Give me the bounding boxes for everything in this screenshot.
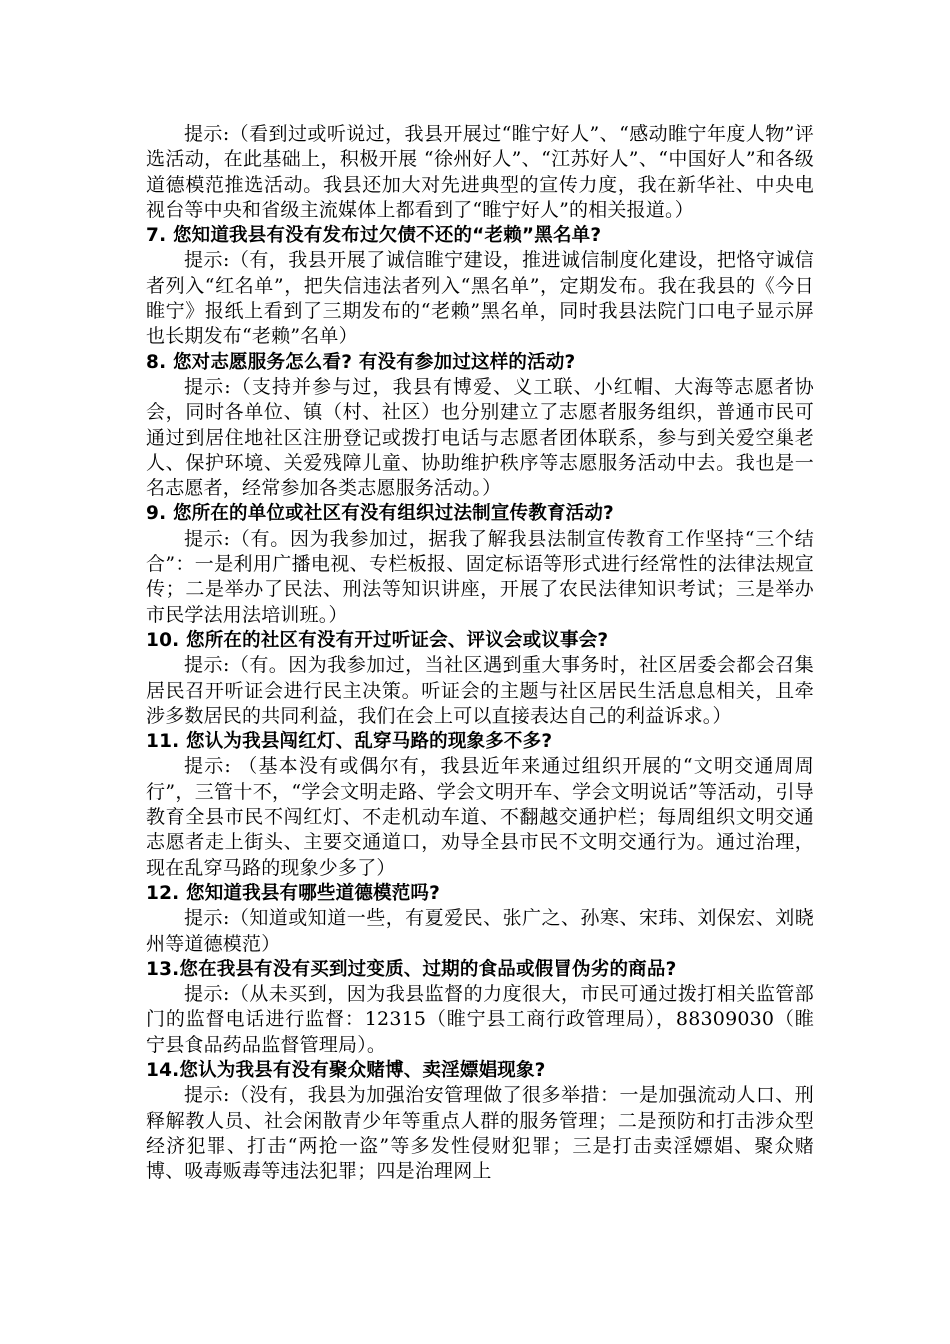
hint-paragraph: 提示:（有。因为我参加过，据我了解我县法制宣传教育工作坚持“三个结合”：一是利用广播电视、专栏板报、固定标语等形式进行经常性的法律法规宣传；二是举办了民法、刑法等知识讲座，开展了农民法律知识考试；三是举办市民学法用法培训班。）	[146, 527, 814, 626]
hint-paragraph: 提示:（有，我县开展了诚信睢宁建设，推进诚信制度化建设，把恪守诚信者列入“红名单”，把失信违法者列入“黑名单”，定期发布。我在我县的《今日睢宁》报纸上看到了三期发布的“老赖”黑名单，同时我县法院门口电子显示屏也长期发布“老赖”名单）	[146, 249, 814, 348]
hint-paragraph: 提示:（有。因为我参加过，当社区遇到重大事务时，社区居委会都会召集居民召开听证会进行民主决策。听证会的主题与社区居民生活息息相关，且牵涉多数居民的共同利益，我们在会上可以直接表达自己的利益诉求。）	[146, 654, 814, 727]
hint-paragraph: 提示:（从未买到，因为我县监督的力度很大，市民可通过拨打相关监管部门的监督电话进行监督：12315（睢宁县工商行政管理局），88309030（睢宁县食品药品监督管理局）。	[146, 983, 814, 1056]
question-heading: 10. 您所在的社区有没有开过听证会、评议会或议事会?	[146, 629, 609, 651]
hint-paragraph: 提示:（没有，我县为加强治安管理做了很多举措：一是加强流动人口、刑释解教人员、社会闲散青少年等重点人群的服务管理；二是预防和打击涉众型经济犯罪、打击“两抢一盗”等多发性侵财犯罪；三是打击卖淫嫖娼、聚众赌博、吸毒贩毒等违法犯罪；四是治理网上	[146, 1084, 814, 1183]
document-page	[146, 122, 814, 1184]
hint-paragraph: 提示: （基本没有或偶尔有，我县近年来通过组织开展的“文明交通周周行”，三管十不，“学会文明走路、学会文明开车、学会文明说话”等活动，引导教育全县市民不闯红灯、不走机动车道、不翻越交通护栏；每周组织文明交通志愿者走上街头、主要交通道口，劝导全县市民不文明交通行为。通过治理，现在乱穿马路的现象少多了）	[146, 755, 814, 879]
question-heading: 7. 您知道我县有没有发布过欠债不还的“老赖”黑名单?	[146, 225, 602, 247]
question-heading: 12. 您知道我县有哪些道德模范吗?	[146, 882, 441, 904]
question-heading: 8. 您对志愿服务怎么看? 有没有参加过这样的活动?	[146, 351, 576, 373]
question-heading: 9. 您所在的单位或社区有没有组织过法制宣传教育活动?	[146, 503, 614, 525]
hint-paragraph: 提示:（知道或知道一些，有夏爱民、张广之、孙寒、宋玮、刘保宏、刘晓州等道德模范）	[146, 907, 814, 955]
hint-paragraph: 提示:（看到过或听说过，我县开展过“睢宁好人”、“感动睢宁年度人物”评选活动，在此基础上，积极开展 “徐州好人”、“江苏好人”、“中国好人”和各级道德模范推选活动。我县还加大对先进典型的宣传力度，我在新华社、中央电视台等中央和省级主流媒体上都看到了“睢宁好人”的相关报道。）	[146, 123, 814, 221]
question-heading: 14.您认为我县有没有聚众赌博、卖淫嫖娼现象?	[146, 1059, 546, 1081]
hint-paragraph: 提示:（支持并参与过，我县有博爱、义工联、小红帽、大海等志愿者协会，同时各单位、镇（村、社区）也分别建立了志愿者服务组织，普通市民可通过到居住地社区注册登记或拨打电话与志愿者团体联系，参与到关爱空巢老人、保护环境、关爱残障儿童、协助维护秩序等志愿服务活动中去。我也是一名志愿者，经常参加各类志愿服务活动。）	[146, 375, 814, 500]
question-heading: 11. 您认为我县闯红灯、乱穿马路的现象多不多?	[146, 731, 553, 753]
question-heading: 13.您在我县有没有买到过变质、过期的食品或假冒伪劣的商品?	[146, 958, 677, 980]
